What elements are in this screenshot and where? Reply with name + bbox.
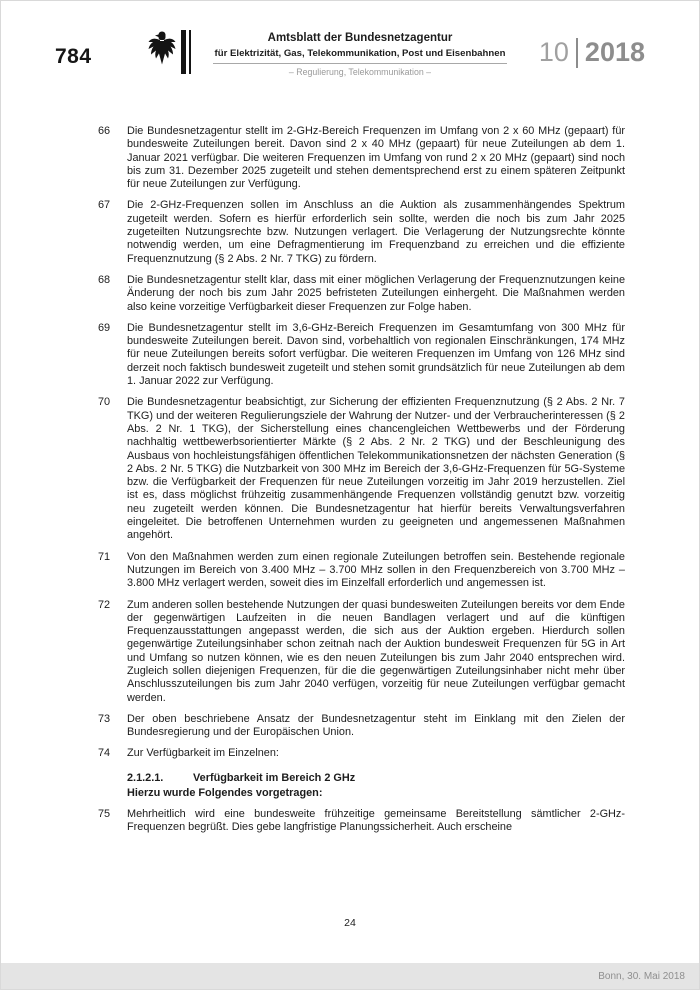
masthead-section-line: – Regulierung, Telekommunikation – [288,67,432,78]
paragraph-73 [98,713,625,740]
paragraph-text: Die Bundesnetzagentur stellt im 2-GHz-Bereich Frequenzen im Umfang von 2 x 60 MHz (gepaart) für bundesweite Zuteilungen bereit. Davon sind 2 x 40 MHz (gepaart) für neue Zuteilungen ab dem 1. Januar 2021 verfügbar. Die weiteren Frequenzen im Umfang von rund 2 x 20 MHz (gepaart) sind noch bis zum 31. Dezember 2025 zugeteilt und stehen dementsprechend erst zu einem späteren Zeitpunkt für neue Zuteilungen zur Verfügung. [127,125,625,191]
subsection-lead-in: Hierzu wurde Folgendes vorgetragen: [127,786,323,799]
masthead-title: Amtsblatt der Bundesnetzagentur [267,32,453,44]
paragraph-74 [98,747,625,760]
paragraph-text: Die Bundesnetzagentur beabsichtigt, zur Sicherung der effizienten Frequenznutzung (§ 2 Abs. 2 Nr. 7 TKG) und der weiteren Regulierungsziele der Wahrung der Nutzer- und der Verbraucherinteressen (§ 2 Abs. 2 Nr. 1 TKG), der Sicherstellung eines chancengleichen Wettbewerbs und der Förderung nachhaltig wettbewerbsorientierter Märkte (§ 2 Abs. 2 Nr. 2 TKG) und der Beschleunigung des Ausbaus von hochleistungsfähigen öffentlichen Telekommunikationsnetzen der nächsten Generation (§ 2 Abs. 2 Nr. 5 TKG) die Nutzbarkeit von 300 MHz im Bereich der 3,6-GHz-Frequenzen für 5G-Systeme bzw. die Verfügbarkeit der Frequenzen für neue Zuteilungen vorzeitig im Jahr 2019 herzustellen. Ziel ist es, dass möglichst frühzeitig zusammenhängende Frequenzen vollständig genutzt bzw. vorzeitig neu zugeteilt werden können. Die Bundesnetzagentur hat hierfür bereits Verwaltungsverfahren eingeleitet. Die betroffenen Unternehmen wurden zu geeigneten und angemessenen Maßnahmen angehört. [127,396,625,542]
paragraph-text: Zum anderen sollen bestehende Nutzungen der quasi bundesweiten Zuteilungen bereits vor dem Ende der gegenwärtigen Laufzeiten in die neuen Bandlagen verlagert und auf die künftigen Frequenzausstattungen angepasst werden, die sich aus der Auktion ergeben. Hierdurch sollen gegenwärtige Zuteilungsinhaber schon zeitnah nach der Auktion bundesweit Frequenzen für 5G in Art und Umfang so nutzen können, wie es den neuen Zuteilungen bis zum Jahr 2040 entsprechen wird. Zugleich sollen diejenigen Frequenzen, für die die gegenwärtigen Zuteilungsinhaber nicht mehr über Anschlusszuteilungen bis zum Jahr 2040 verfügen, vorzeitig für neue Zuteilungen verfügbar gemacht werden. [127,598,625,704]
emblem-divider-bars [181,30,191,74]
issue-number: 10 [538,37,569,67]
issue-indicator [539,37,645,68]
paragraph-number: 72 [98,598,111,611]
paragraph-text: Die 2-GHz-Frequenzen sollen im Anschluss an die Auktion als zusammenhängendes Spektrum zugeteilt werden. Sofern es hierfür erforderlich sein sollte, werden die noch bis zum Jahr 2025 zugeteilten Nutzungsrechte bzw. Nutzungen verlagert. Die Verlagerung der Nutzungsrechte könnte notwendig werden, um eine Defragmentierung im Frequenzband zu erreichen und die effiziente Frequenznutzung (§ 2 Abs. 2 Nr. 7 TKG) zu fördern. [127,199,625,265]
agency-emblem [147,27,513,77]
masthead-rule [213,63,507,64]
paragraph-text: Von den Maßnahmen werden zum einen regionale Zuteilungen betroffen sein. Bestehende regionale Nutzungen im Bereich von 3.400 MHz – 3.700 MHz sollen in den Frequenzbereich von 3.700 MHz – 3.800 MHz verlagert werden, soweit dies im Einzelfall erforderlich und angemessen ist. [127,550,625,590]
subsection-number: 2.1.2.1. [127,771,164,784]
paragraph-72 [98,599,625,705]
paragraph-number: 74 [98,747,111,760]
paragraph-text: Der oben beschriebene Ansatz der Bundesnetzagentur steht im Einklang mit den Zielen der Bundesregierung und der Europäischen Union. [127,712,625,739]
paragraph-number: 66 [98,125,111,137]
edition-number: 784 [55,45,92,68]
paragraph-text: Zur Verfügbarkeit im Einzelnen: [127,747,279,760]
paragraph-66 [98,125,625,191]
page-number: 24 [344,917,356,929]
federal-eagle-icon [147,27,177,69]
paragraph-text: Die Bundesnetzagentur stellt im 3,6-GHz-Bereich Frequenzen im Gesamtumfang von 300 MHz für bundesweite Zuteilungen bereit. Davon sind, vorbehaltlich von regionalen Einschränkungen, 174 MHz für neue Zuteilungen bereits sofort verfügbar. Die weiteren Frequenzen im Umfang von 126 MHz sind derzeit noch faktisch bundesweit zugeteilt und stehen somit grundsätzlich für neue Zuteilungen ab dem 1. Januar 2022 zur Verfügung. [127,321,625,388]
issue-year: 2018 [584,37,645,67]
subsection-title: Verfügbarkeit im Bereich 2 GHz [193,771,356,784]
paragraph-71 [98,551,625,591]
subsection-heading [127,772,625,784]
paragraph-number: 71 [98,550,111,563]
paragraph-69 [98,322,625,388]
masthead-subtitle: für Elektrizität, Gas, Telekommunikation, Post und Eisenbahnen [214,48,506,60]
paragraph-number: 68 [98,273,111,286]
document-body [98,125,625,842]
paragraph-68 [98,274,625,314]
issue-divider [576,38,578,68]
paragraph-70 [98,396,625,542]
paragraph-number: 75 [98,807,111,820]
paragraph-text: Mehrheitlich wird eine bundesweite frühzeitige gemeinsame Bereitstellung sämtlicher 2-GHz-Frequenzen begrüßt. Dies gebe langfristige Planungssicherheit. Auch erscheine [127,807,625,834]
paragraph-67 [98,199,625,265]
paragraph-number: 73 [98,712,111,725]
masthead-text-block [207,27,513,77]
paragraph-number: 70 [98,396,111,409]
footer-date: Bonn, 30. Mai 2018 [598,970,685,982]
paragraph-number: 69 [98,321,111,334]
masthead [1,25,699,103]
paragraph-75 [98,808,625,835]
paragraph-text: Die Bundesnetzagentur stellt klar, dass mit einer möglichen Verlagerung der Frequenznutzungen keine Änderung der noch bis zum Jahr 2025 befristeten Zuteilungen einhergeht. Die Maßnahmen werden also keine vorzeitige Verfügbarkeit dieser Frequenzen zur Folge haben. [127,273,625,313]
paragraph-number: 67 [98,199,111,212]
footer-bar [1,963,699,989]
